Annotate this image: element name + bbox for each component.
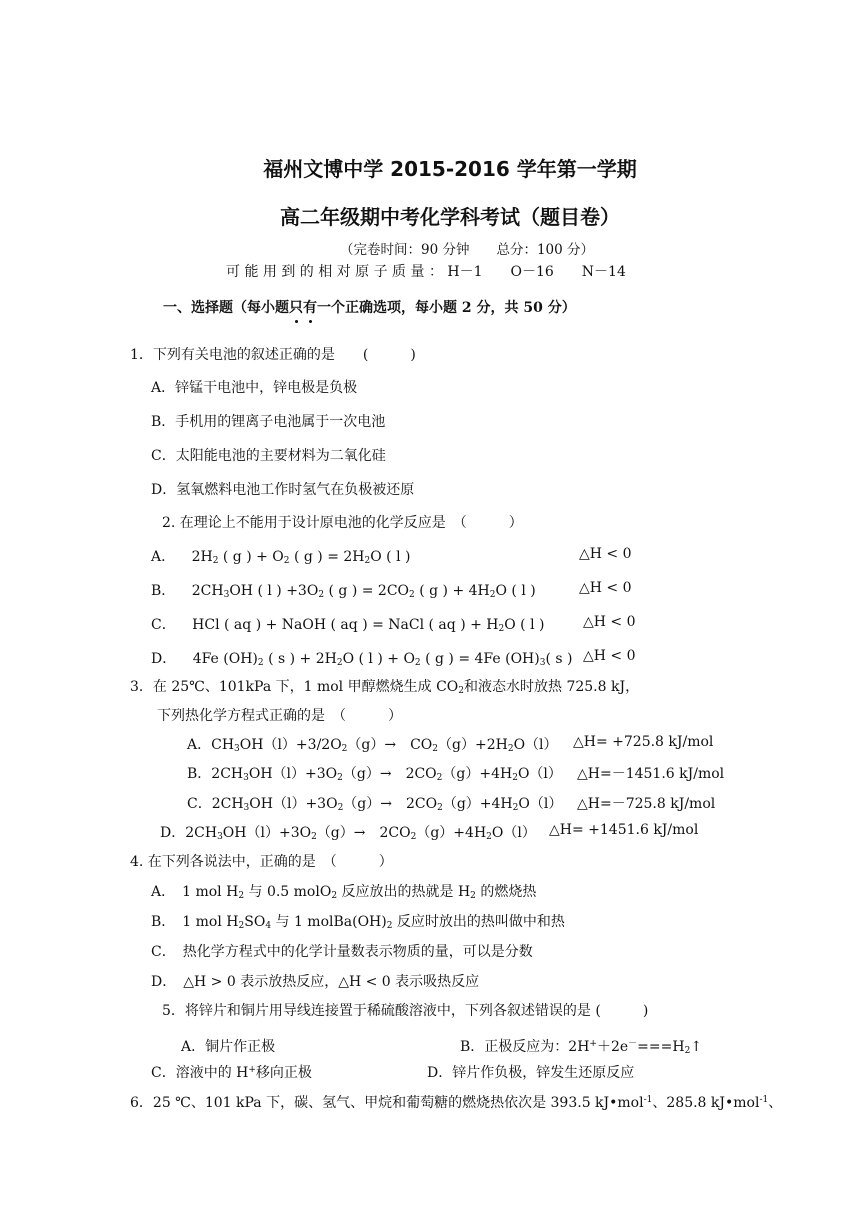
q3-option-b: B．$2CH_3OH(l)+3O_2(g)\to$ $2CO_2(g)+4H_2O(l)$ [187,766,562,783]
q3-option-c-dh: △H=－725.8 kJ/mol [577,796,716,812]
q2-option-a-dh: △H < 0 [579,546,632,562]
q2-option-c-dh: △H < 0 [583,614,636,630]
q3-option-a: A．$CH_3OH(l)+3/2O_2(g)\to$ $CO_2(g)+2H_2O(l)$ [187,737,558,754]
q4-option-c: C． 热化学方程式中的化学计量数表示物质的量，可以是分数 [151,944,533,960]
q3-option-b-dh: △H=－1451.6 kJ/mol [577,766,725,782]
q5-stem: 5．将锌片和铜片用导线连接置于稀硫酸溶液中，下列各叙述错误的是 ( ) [162,1003,649,1019]
emphasis-dot-char: 只 [289,297,303,317]
q5-option-d: D．锌片作负极，锌发生还原反应 [427,1065,635,1081]
q3-option-d: D．$2CH_3OH(l)+3O_2(g)\to$ $2CO_2(g)+4H_2O(l)$ [160,825,536,842]
q5-option-b: B．正极反应为：$2H^++2e^-===H_2↑$ [460,1039,703,1056]
q3-option-c: C．$2CH_3OH(l)+3O_2(g)\to$ $2CO_2(g)+4H_2O(l)$ [187,796,563,813]
emphasis-dot-char: 有 [303,297,317,317]
exam-title-line2: 高二年级期中考化学科考试（题目卷） [280,205,620,229]
q2-option-d-dh: △H < 0 [583,648,636,664]
q1-option-c: C．太阳能电池的主要材料为二氧化硅 [151,448,386,464]
exam-time-info: （完卷时间：90 分钟 总分：100 分） [340,242,595,258]
q1-option-d: D．氢氧燃料电池工作时氢气在负极被还原 [151,482,415,498]
section-heading: 一、选择题（每小题只有一个正确选项，每小题 2 分，共 50 分） [163,297,576,317]
q3-stem-line2: 下列热化学方程式正确的是 （ ） [157,708,402,724]
q2-option-d: D． 4Fe $(OH)_2$ ( s ) + $2H_2O$ ( l ) + $O_2$ ( g ) = 4Fe $(OH)_3$( s ) [151,651,573,668]
q2-option-c: C． HCl ( aq ) + NaOH ( aq ) = NaCl ( aq ) + $H_2O$ ( l ) [151,617,545,634]
exam-title-line1: 福州文博中学 2015-2016 学年第一学期 [263,157,637,181]
q5-option-a: A．铜片作正极 [181,1039,276,1055]
q3-option-a-dh: △H= +725.8 kJ/mol [573,734,714,750]
q4-option-d: D． △H > 0 表示放热反应，△H < 0 表示吸热反应 [151,974,480,990]
q2-option-a: A． $2H_2$ ( g ) + $O_2$ ( g ) = $2H_2O$ ( l ) [151,549,411,566]
q3-stem-line1: 3．在 25℃、101kPa 下，1 mol 甲醇燃烧生成 $CO_2$和液态水时放热 725.8 kJ， [130,679,640,696]
q5-option-c: C．溶液中的 H+移向正极 [151,1065,312,1081]
q4-option-b: B． 1 mol $H_2SO_4$ 与 1 $molBa(OH)_2$ 反应时放出的热叫做中和热 [151,914,565,931]
q4-stem: 4. 在下列各说法中，正确的是 （ ） [130,854,393,870]
q2-option-b-dh: △H < 0 [579,580,632,596]
q2-option-b: B． $2CH_3OH$ ( l ) $+3O_2$ ( g ) = $2CO_2$ ( g ) + $4H_2O$ ( l ) [151,583,536,600]
q1-option-b: B．手机用的锂离子电池属于一次电池 [151,414,386,430]
q1-stem: 1．下列有关电池的叙述正确的是 ( ) [130,347,416,363]
atomic-masses: 可 能 用 到 的 相 对 原 子 质 量 ： H－1 O－16 N－14 [226,264,626,280]
q2-stem: 2. 在理论上不能用于设计原电池的化学反应是 （ ） [162,515,523,531]
q6-stem: 6．25 ℃、101 kPa 下，碳、氢气、甲烷和葡萄糖的燃烧热依次是 393.5 kJ•mol$^{-1}$、285.8 kJ•mol$^{-1}$、 [130,1095,783,1111]
q1-option-a: A．锌锰干电池中，锌电极是负极 [151,380,358,396]
q4-option-a: A． 1 mol $H_2$ 与 0.5 molO$_2$ 反应放出的热就是 $H_2$ 的燃烧热 [151,884,537,901]
q3-option-d-dh: △H= +1451.6 kJ/mol [549,822,699,838]
